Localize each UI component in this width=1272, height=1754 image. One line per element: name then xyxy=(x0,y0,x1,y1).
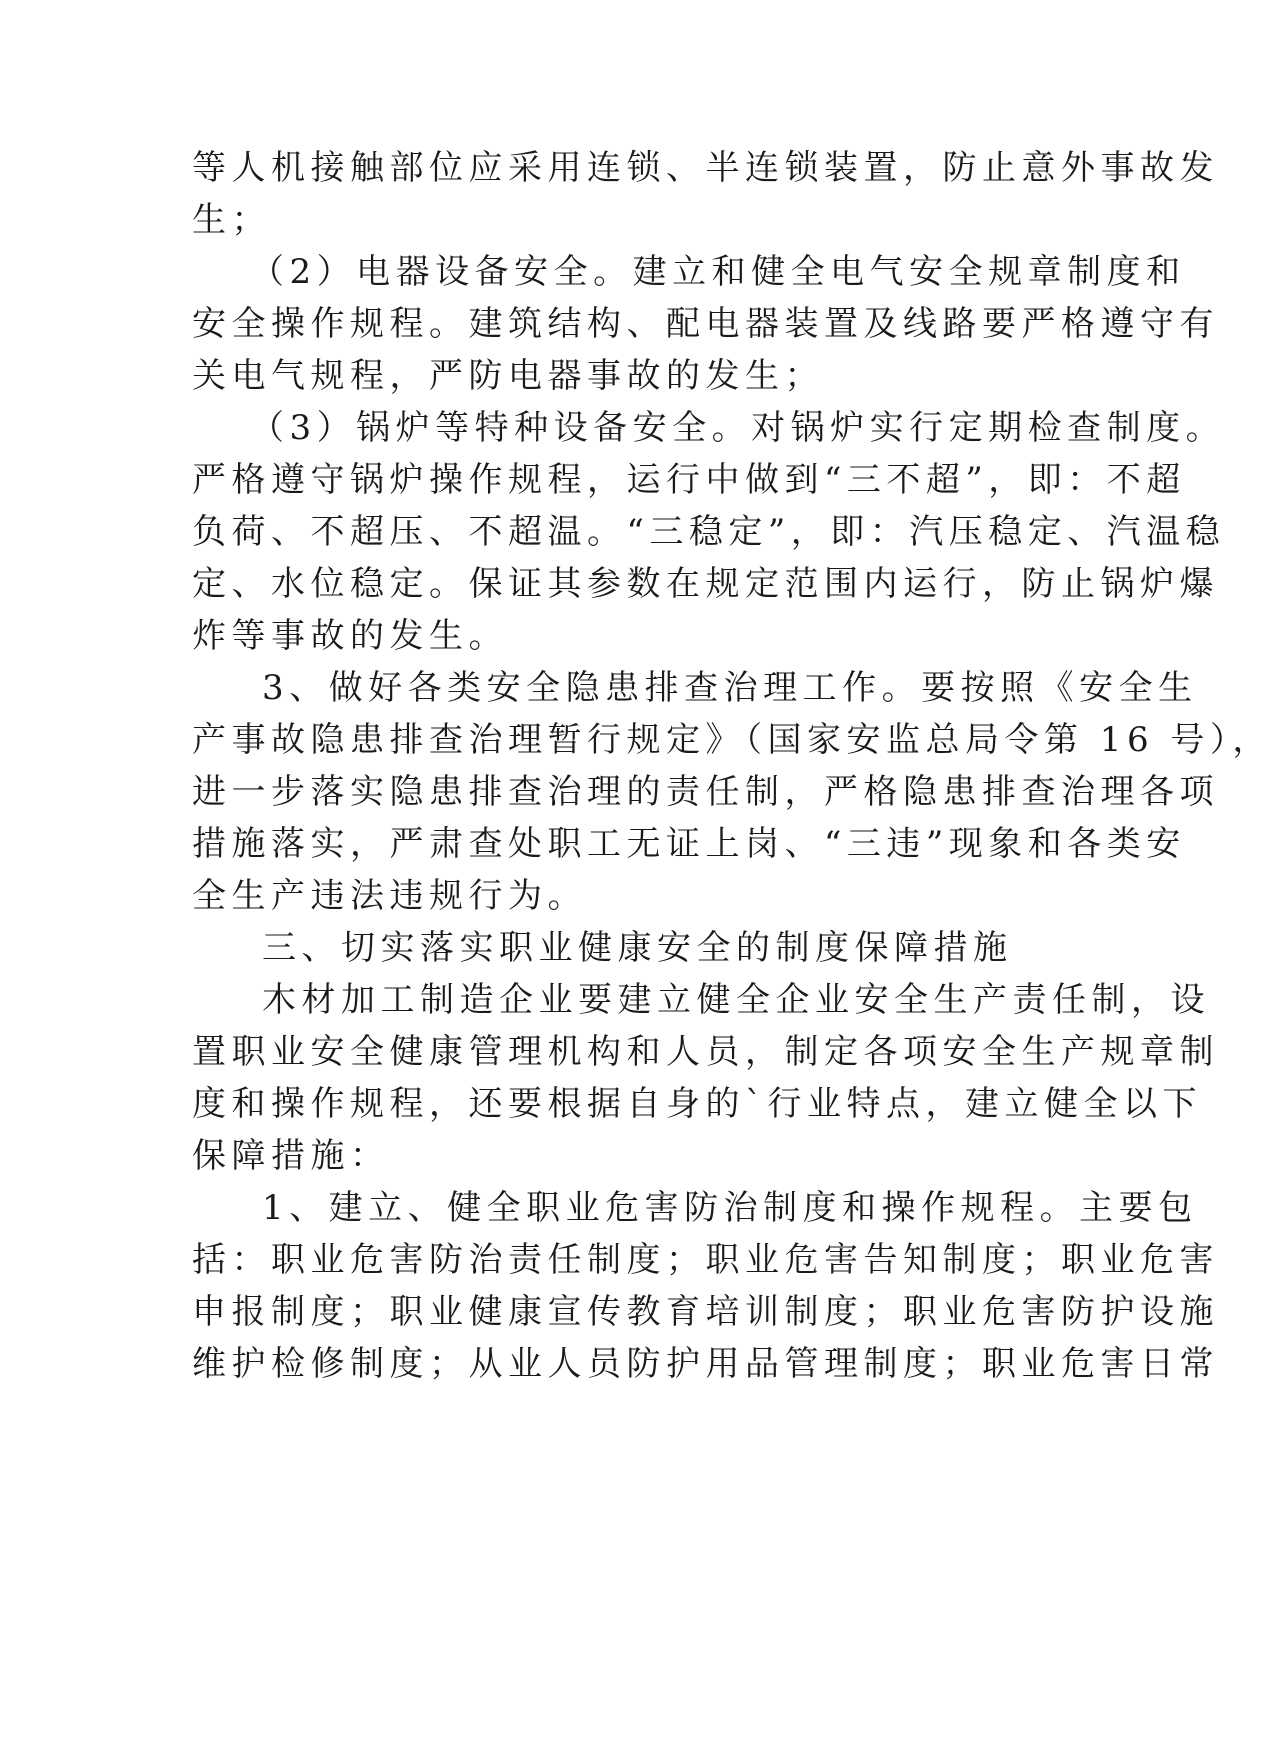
text-line: 产事故隐患排查治理暂行规定》（国家安监总局令第 16 号）， xyxy=(192,720,1272,760)
text-line: 置职业安全健康管理机构和人员，制定各项安全生产规章制 xyxy=(192,1032,1219,1072)
text-line: （2）电器设备安全。建立和健全电气安全规章制度和 xyxy=(250,252,1186,292)
text-line: 等人机接触部位应采用连锁、半连锁装置，防止意外事故发 xyxy=(192,148,1219,188)
text-line: 申报制度；职业健康宣传教育培训制度；职业危害防护设施 xyxy=(192,1292,1219,1332)
text-line: 关电气规程，严防电器事故的发生； xyxy=(192,356,824,396)
text-line: 1、建立、健全职业危害防治制度和操作规程。主要包 xyxy=(262,1188,1198,1228)
text-line: 木材加工制造企业要建立健全企业安全生产责任制，设 xyxy=(262,980,1210,1020)
text-line: 定、水位稳定。保证其参数在规定范围内运行，防止锅炉爆 xyxy=(192,564,1219,604)
text-line: 严格遵守锅炉操作规程，运行中做到“三不超”，即：不超 xyxy=(192,460,1186,500)
text-line: 负荷、不超压、不超温。“三稳定”，即：汽压稳定、汽温稳 xyxy=(192,512,1226,552)
text-line: （3）锅炉等特种设备安全。对锅炉实行定期检查制度。 xyxy=(250,408,1226,448)
section-heading: 三、切实落实职业健康安全的制度保障措施 xyxy=(262,928,1013,968)
text-line: 3、做好各类安全隐患排查治理工作。要按照《安全生 xyxy=(262,668,1198,708)
text-line: 进一步落实隐患排查治理的责任制，严格隐患排查治理各项 xyxy=(192,772,1219,812)
text-line: 维护检修制度；从业人员防护用品管理制度；职业危害日常 xyxy=(192,1344,1219,1384)
text-line: 保障措施： xyxy=(192,1136,390,1176)
text-line: 炸等事故的发生。 xyxy=(192,616,508,656)
text-line: 生； xyxy=(192,200,271,240)
text-line: 安全操作规程。建筑结构、配电器装置及线路要严格遵守有 xyxy=(192,304,1219,344)
text-line: 括：职业危害防治责任制度；职业危害告知制度；职业危害 xyxy=(192,1240,1219,1280)
text-line: 措施落实，严肃查处职工无证上岗、“三违”现象和各类安 xyxy=(192,824,1186,864)
text-line: 度和操作规程，还要根据自身的`行业特点，建立健全以下 xyxy=(192,1084,1202,1124)
text-line: 全生产违法违规行为。 xyxy=(192,876,587,916)
